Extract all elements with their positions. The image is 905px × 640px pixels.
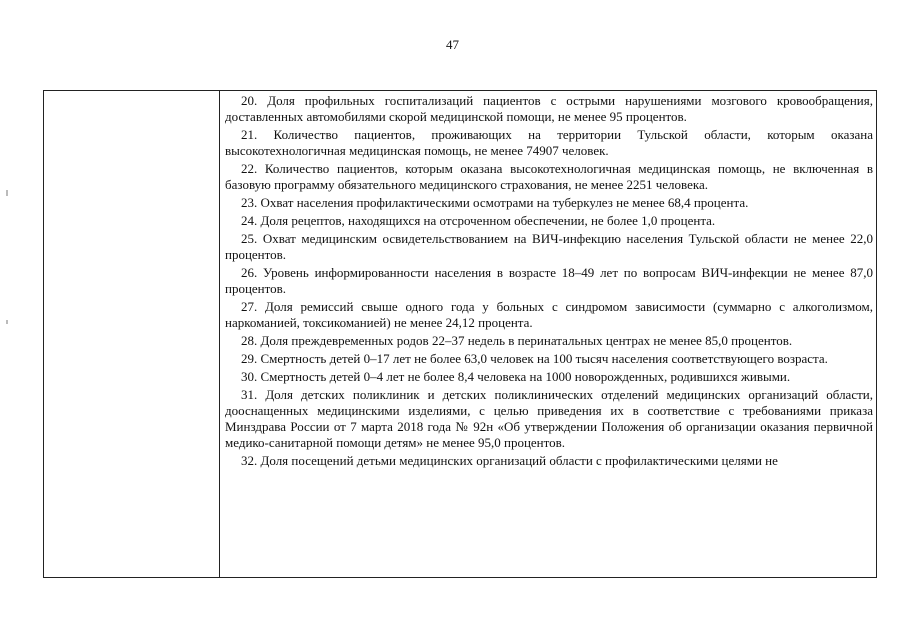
list-item: 27. Доля ремиссий свыше одного года у больных с синдромом зависимости (суммарно с алкоголизмом, наркоманией, токсикоманией) не менее 24,12 процента. — [225, 299, 873, 330]
list-item: 22. Количество пациентов, которым оказана высокотехнологичная медицинская помощь, не включенная в базовую программу обязательного медицинского страхования, не менее 2251 человека. — [225, 161, 873, 192]
table-left-column — [44, 91, 220, 578]
list-item: 30. Смертность детей 0–4 лет не более 8,4 человека на 1000 новорожденных, родившихся живыми. — [241, 369, 791, 384]
scan-margin-mark — [6, 190, 8, 196]
document-table — [43, 90, 877, 578]
list-item: 23. Охват населения профилактическими осмотрами на туберкулез не менее 68,4 процента. — [241, 195, 749, 210]
page-number: 47 — [446, 37, 459, 52]
list-item: 31. Доля детских поликлиник и детских поликлинических отделений медицинских организаций области, дооснащенных медицинскими изделиями, с целью приведения их в соответствие с требованиями приказа Минздрава России от 7 марта 2018 года № 92н «Об утверждении Положения об организации оказания первичной медико-санитарной помощи детям» не менее 95,0 процентов. — [225, 387, 873, 450]
list-item: 24. Доля рецептов, находящихся на отсроченном обеспечении, не более 1,0 процента. — [241, 213, 716, 228]
list-item: 21. Количество пациентов, проживающих на территории Тульской области, которым оказана высокотехнологичная медицинская помощь, не менее 74907 человек. — [225, 127, 873, 158]
list-item: 25. Охват медицинским освидетельствованием на ВИЧ-инфекцию населения Тульской области не менее 22,0 процентов. — [225, 231, 873, 262]
list-item: 29. Смертность детей 0–17 лет не более 63,0 человек на 100 тысяч населения соответствующего возраста. — [241, 351, 828, 366]
table-right-column — [220, 91, 876, 578]
list-item: 32. Доля посещений детьми медицинских организаций области с профилактическими целями не — [241, 453, 778, 468]
list-item: 20. Доля профильных госпитализаций пациентов с острыми нарушениями мозгового кровообращения, доставленных автомобилями скорой медицинской помощи, не менее 95 процентов. — [225, 93, 873, 124]
list-item: 26. Уровень информированности населения в возрасте 18–49 лет по вопросам ВИЧ-инфекции не менее 87,0 процентов. — [225, 265, 873, 296]
list-item: 28. Доля преждевременных родов 22–37 недель в перинатальных центрах не менее 85,0 процентов. — [241, 333, 793, 348]
scan-margin-mark — [6, 320, 8, 324]
